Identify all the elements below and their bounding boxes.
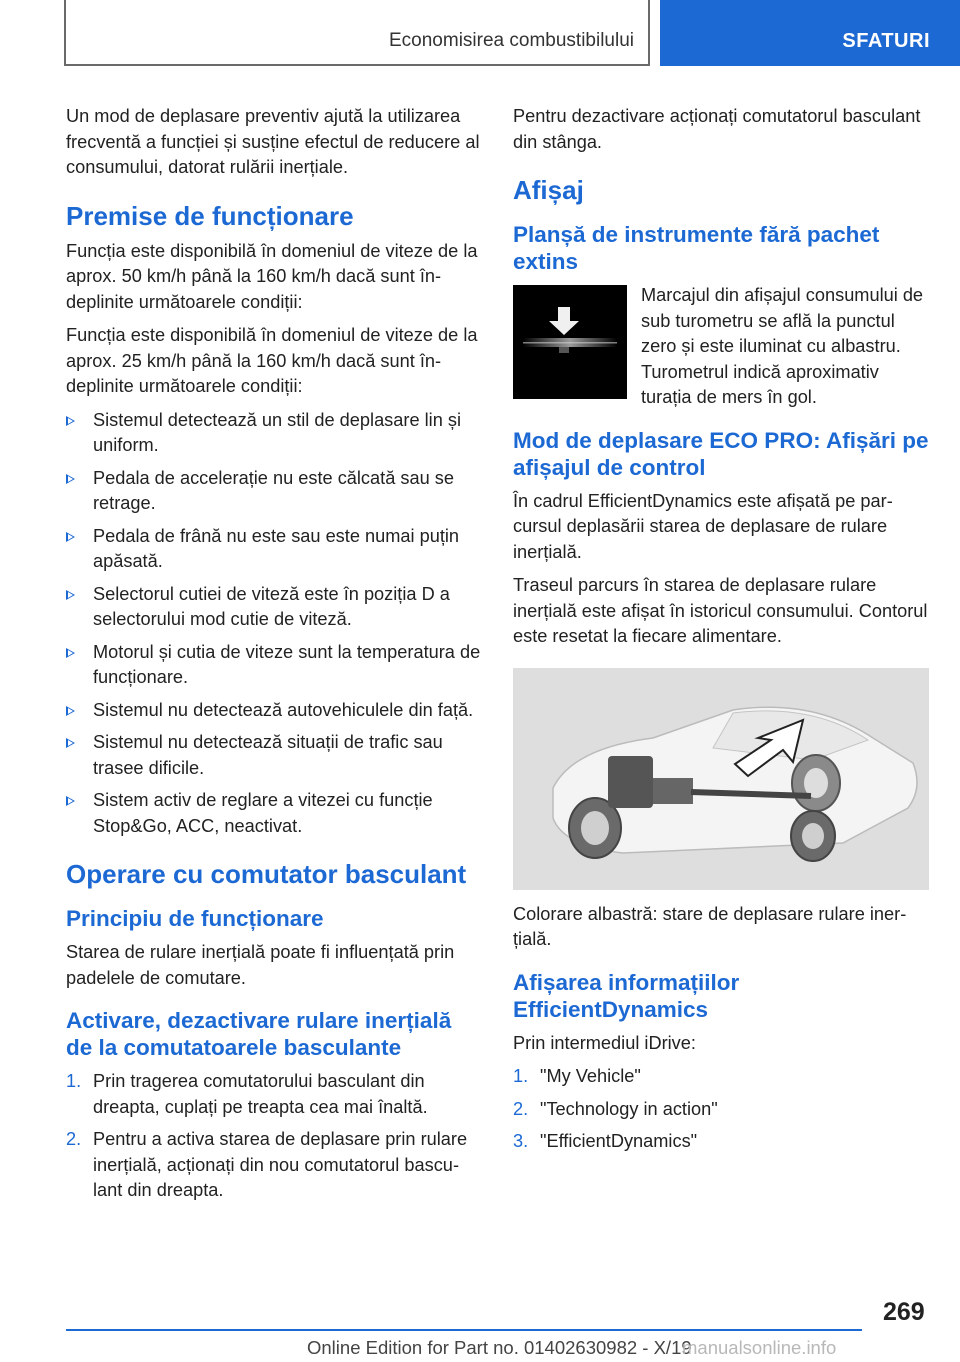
section-tab[interactable] (660, 0, 960, 66)
bullet-triangle-icon (66, 590, 75, 600)
subheading-activation: Activare, dezactivare rulare inerțială de la comutatoarele basculante (66, 1008, 452, 1060)
instrument-cluster-block (513, 283, 929, 411)
idrive-menu-path (513, 1064, 929, 1155)
list-item: Sistemul nu detectează situații de trafic sau trasee dificile. (66, 730, 482, 781)
section-heading-operation: Operare cu comutator basculant (66, 859, 467, 889)
bullet-triangle-icon (66, 738, 75, 748)
list-item: Sistem activ de reglare a vitezei cu funcție Stop&Go, ACC, neactivat. (66, 788, 482, 839)
principle-paragraph: Starea de rulare inerțială poate fi influențată prin padelele de comutare. (66, 942, 455, 988)
subheading-efficientdynamics: Afișarea informațiilor EfficientDynamics (513, 969, 740, 1022)
bullet-triangle-icon (66, 648, 75, 658)
list-item: Motorul și cutia de viteze sunt la temperatura de funcționare. (66, 640, 482, 691)
list-item: 2. "Technology in action" (513, 1098, 718, 1119)
footer-watermark: manualsonline.info (682, 1337, 837, 1358)
subheading-instrument-cluster: Planșă de instrumente fără pachet extins (513, 222, 880, 274)
list-item: 1. Prin tragerea comutatorului basculant din dreapta, cuplați pe treapta cea mai înaltă. (66, 1071, 428, 1117)
section-tab-label: SFATURI (842, 30, 930, 52)
subheading-eco-pro: Mod de deplasare ECO PRO: Afișări pe afișajul de control (513, 427, 929, 480)
bullet-triangle-icon (66, 706, 75, 716)
activation-steps (66, 1069, 482, 1204)
illustration-caption: Colorare albastră: stare de deplasare rulare inerțială. (513, 903, 907, 949)
section-heading-display: Afișaj (513, 175, 584, 205)
bullet-triangle-icon (66, 532, 75, 542)
section-heading-premise: Premise de funcționare (66, 200, 354, 231)
left-column (66, 104, 482, 1211)
page-number: 269 (883, 1298, 925, 1326)
intro-paragraph: Un mod de deplasare preventiv ajută la utilizarea frecventă a funcției și susține efectul de reducere al consumului, datorat rulării inerțiale. (66, 106, 480, 177)
footer-edition: Online Edition for Part no. 01402630982 - X/19 (307, 1337, 692, 1358)
idrive-paragraph: Prin intermediul iDrive: (513, 1032, 696, 1053)
premise-paragraph-2: Funcția este disponibilă în domeniul de viteze de la aprox. 25 km/h până la 160 km/h dacă sunt îndeplinite următoarele condiții: (66, 325, 478, 396)
header-title-box (64, 0, 650, 66)
list-item: Pedala de frână nu este sau este numai puțin apăsată. (66, 524, 482, 575)
eco-pro-paragraph-1: În cadrul EfficientDynamics este afișată pe parcursul deplasării starea de deplasare de rulare inerțială. (513, 490, 893, 562)
list-item: Sistemul nu detectează autovehiculele din față. (66, 698, 482, 724)
list-item: Selectorul cutiei de viteză este în poziția D a selectorului mod cutie de viteză. (66, 582, 482, 633)
consumption-display-image (513, 285, 627, 399)
deactivation-paragraph: Pentru dezactivare acționați comutatorul basculant din stânga. (513, 106, 921, 152)
premise-paragraph-1: Funcția este disponibilă în domeniul de viteze de la aprox. 50 km/h până la 160 km/h dacă sunt îndeplinite următoarele condiții: (66, 240, 478, 312)
list-item: 2. Pentru a activa starea de deplasare prin rulare inerțială, acționați din nou comutatorul basculant din dreapta. (66, 1129, 468, 1200)
right-column (513, 104, 929, 1162)
bullet-triangle-icon (66, 474, 75, 484)
down-arrow-indicator-icon (513, 285, 627, 399)
eco-pro-paragraph-2: Traseul parcurs în starea de deplasare rulare inerțială este afișat în istoricul consumului. Contorul este resetat la fiecare alimentare. (513, 575, 928, 646)
subheading-principle: Principiu de funcționare (66, 906, 324, 931)
instrument-cluster-paragraph: Marcajul din afișajul consumului de sub turometru se află la punctul zero și este iluminat cu albastru. Turometrul indică aproximativ turația de mers în gol. (641, 285, 924, 407)
car-drivetrain-icon (513, 668, 929, 890)
chapter-title: Economisirea combustibilului (389, 30, 634, 51)
list-item: Pedala de accelerație nu este călcată sau se retrage. (66, 466, 482, 517)
bullet-triangle-icon (66, 416, 75, 426)
bullet-triangle-icon (66, 796, 75, 806)
footer-divider (66, 1329, 862, 1331)
conditions-list (66, 408, 482, 840)
list-item: 1. "My Vehicle" (513, 1066, 641, 1086)
list-item: Sistemul detectează un stil de deplasare lin și uniform. (66, 408, 482, 459)
car-coasting-illustration (513, 668, 929, 890)
list-item: 3. "EfficientDynamics" (513, 1131, 698, 1151)
